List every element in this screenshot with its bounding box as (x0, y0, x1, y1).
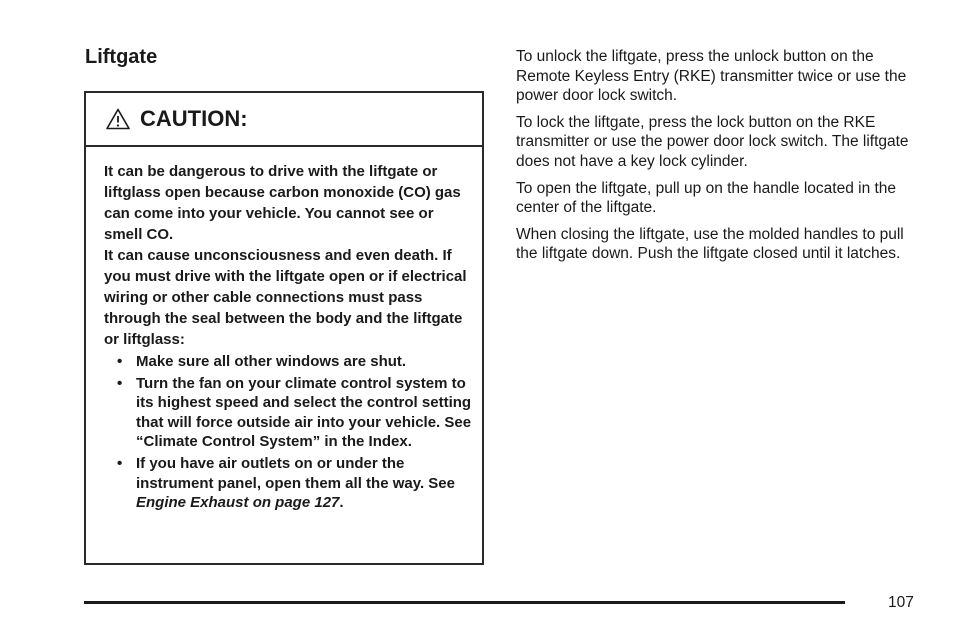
caution-paragraph: It can be dangerous to drive with the liftgate or liftglass open because carbon monoxide (CO) gas can come into your vehicle. You cannot see or smell CO. (104, 163, 461, 243)
cross-reference-link[interactable]: Engine Exhaust on page 127 (136, 494, 340, 512)
list-item (104, 374, 472, 452)
body-paragraph: To lock the liftgate, press the lock button on the RKE transmitter or use the power door lock switch. The liftgate does not have a key lock cylinder. (516, 113, 909, 170)
bullet-text-suffix: . (339, 494, 344, 512)
footer-divider (84, 601, 845, 604)
list-item (104, 454, 472, 513)
body-paragraph: To open the liftgate, pull up on the handle located in the center of the liftgate. (516, 179, 897, 217)
body-paragraph: To unlock the liftgate, press the unlock button on the Remote Keyless Entry (RKE) transmitter twice or use the power door lock switch. (516, 48, 907, 105)
list-item (104, 352, 472, 372)
page-number: 107 (888, 594, 914, 611)
caution-header (86, 93, 482, 147)
bullet-icon: • (117, 374, 123, 392)
section-title: Liftgate (85, 46, 158, 68)
bullet-icon: • (117, 454, 123, 472)
body-paragraph: When closing the liftgate, use the molded handles to pull the liftgate down. Push the liftgate closed until it latches. (516, 225, 904, 263)
caution-body (86, 147, 482, 513)
bullet-text: Make sure all other windows are shut. (136, 353, 407, 370)
warning-triangle-icon (106, 108, 130, 130)
bullet-text: If you have air outlets on or under the instrument panel, open them all the way. See (136, 454, 455, 492)
right-column (516, 47, 926, 271)
bullet-icon: • (117, 353, 123, 370)
caution-label: CAUTION: (140, 106, 248, 131)
caution-box (84, 91, 484, 565)
caution-paragraph: It can cause unconsciousness and even death. If you must drive with the liftgate open or if electrical wiring or other cable connections must pass through the seal between the body and the liftgate or liftglass: (104, 247, 467, 348)
caution-bullet-list (104, 352, 472, 513)
bullet-text: Turn the fan on your climate control system to its highest speed and select the control setting that will force outside air into your vehicle. See “Climate Control System” in the Index. (136, 374, 472, 451)
